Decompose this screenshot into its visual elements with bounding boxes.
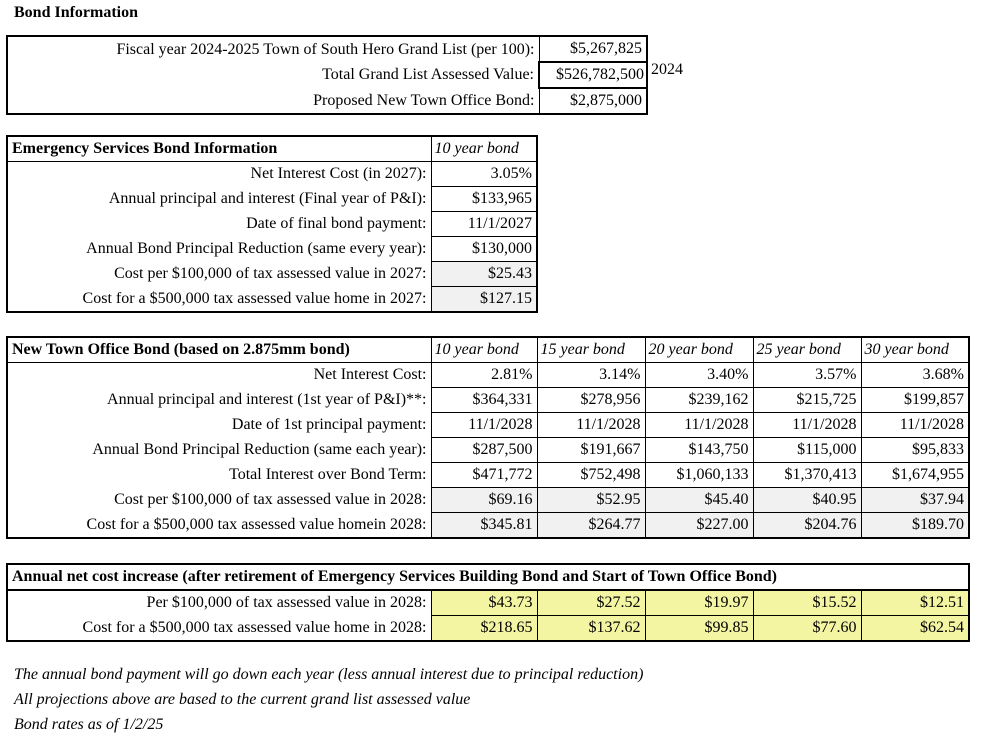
- row-value: $345.81: [431, 513, 537, 539]
- row-value: $5,267,825: [539, 36, 647, 62]
- row-value: $62.54: [861, 616, 969, 642]
- row-value: 3.14%: [537, 363, 645, 388]
- table-row: [7, 513, 969, 539]
- row-label: Annual Bond Principal Reduction (same each year):: [92, 441, 427, 458]
- row-label: Date of 1st principal payment:: [231, 416, 427, 433]
- row-label: Fiscal year 2024-2025 Town of South Hero Grand List (per 100):: [116, 40, 535, 58]
- table-row: [7, 463, 969, 488]
- page-title: Bond Information: [14, 4, 139, 21]
- row-value: 3.40%: [645, 363, 753, 388]
- row-value: $37.94: [861, 488, 969, 513]
- table-row: [7, 590, 969, 616]
- row-value: 11/1/2027: [431, 212, 537, 237]
- row-value: $189.70: [861, 513, 969, 539]
- row-label: Total Interest over Bond Term:: [229, 466, 427, 483]
- table-row: [7, 262, 537, 287]
- emergency-services-table: [6, 135, 538, 313]
- row-value: $204.76: [753, 513, 861, 539]
- row-label: Cost for a $500,000 tax assessed value home in 2028:: [82, 618, 427, 636]
- row-value: $27.52: [537, 590, 645, 616]
- row-value: 11/1/2028: [753, 413, 861, 438]
- table-header-row: [7, 564, 969, 590]
- row-label: Cost per $100,000 of tax assessed value in 2028:: [114, 491, 427, 508]
- row-value: $40.95: [753, 488, 861, 513]
- row-label: Cost for a $500,000 tax assessed value home in 2027:: [82, 289, 427, 307]
- table-row: [7, 36, 647, 62]
- row-value: $52.95: [537, 488, 645, 513]
- row-value: $99.85: [645, 616, 753, 642]
- table-title: New Town Office Bond (based on 2.875mm bond): [7, 337, 431, 363]
- row-value: $127.15: [431, 287, 537, 313]
- row-value: $191,667: [537, 438, 645, 463]
- footnote: Bond rates as of 1/2/25: [14, 716, 164, 733]
- row-value: 11/1/2028: [861, 413, 969, 438]
- column-header: 15 year bond: [537, 337, 645, 363]
- row-value: $227.00: [645, 513, 753, 539]
- column-header: 20 year bond: [645, 337, 753, 363]
- row-value: $199,857: [861, 388, 969, 413]
- row-value: 11/1/2028: [537, 413, 645, 438]
- row-label: Date of final bond payment:: [246, 215, 427, 232]
- table-row: [7, 488, 969, 513]
- row-value: $1,674,955: [861, 463, 969, 488]
- column-header: 10 year bond: [431, 136, 537, 162]
- row-value: 3.68%: [861, 363, 969, 388]
- row-label: Cost per $100,000 of tax assessed value in 2027:: [114, 265, 427, 282]
- table-row: [7, 88, 647, 114]
- row-value: $287,500: [431, 438, 537, 463]
- table-header-row: [7, 337, 969, 363]
- column-header: 30 year bond: [861, 337, 969, 363]
- row-value: $471,772: [431, 463, 537, 488]
- row-value: $526,782,500: [539, 62, 647, 88]
- row-value: $2,875,000: [539, 88, 647, 114]
- row-value: $25.43: [431, 262, 537, 287]
- row-label: Per $100,000 of tax assessed value in 2028:: [146, 594, 427, 612]
- table-row: [7, 438, 969, 463]
- table-row: [7, 413, 969, 438]
- row-value: 2.81%: [431, 363, 537, 388]
- row-value: 3.57%: [753, 363, 861, 388]
- row-value: $215,725: [753, 388, 861, 413]
- row-label: Cost for a $500,000 tax assessed value homein 2028:: [86, 515, 427, 533]
- table-title: Annual net cost increase (after retirement of Emergency Services Building Bond and Start of Town Office Bond): [7, 564, 969, 590]
- table-row: [7, 62, 647, 88]
- row-value: $19.97: [645, 590, 753, 616]
- table-row: [7, 162, 537, 187]
- row-value: 3.05%: [431, 162, 537, 187]
- row-label: Net Interest Cost:: [313, 366, 427, 384]
- row-value: 11/1/2028: [431, 413, 537, 438]
- row-label: Annual principal and interest (Final year of P&I):: [108, 190, 427, 207]
- row-value: $69.16: [431, 488, 537, 513]
- row-value: $115,000: [753, 438, 861, 463]
- row-value: $43.73: [431, 590, 537, 616]
- row-value: $278,956: [537, 388, 645, 413]
- table-title: Emergency Services Bond Information: [7, 136, 431, 162]
- row-value: $1,370,413: [753, 463, 861, 488]
- row-value: $15.52: [753, 590, 861, 616]
- table-row: [7, 187, 537, 212]
- row-value: $1,060,133: [645, 463, 753, 488]
- row-label: Proposed New Town Office Bond:: [313, 91, 535, 109]
- footnote: The annual bond payment will go down each year (less annual interest due to principal reduction): [14, 666, 644, 683]
- column-header: 25 year bond: [753, 337, 861, 363]
- row-label: Annual Bond Principal Reduction (same every year):: [86, 240, 427, 257]
- table-row: [7, 237, 537, 262]
- table-header-row: [7, 136, 537, 162]
- year-note: 2024: [651, 61, 683, 78]
- row-value: $45.40: [645, 488, 753, 513]
- footnote: All projections above are based to the current grand list assessed value: [14, 691, 471, 708]
- table-row: [7, 616, 969, 642]
- column-header: 10 year bond: [431, 337, 537, 363]
- net-cost-table: [6, 563, 970, 642]
- row-value: $264.77: [537, 513, 645, 539]
- row-value: $239,162: [645, 388, 753, 413]
- row-value: $130,000: [431, 237, 537, 262]
- row-value: $133,965: [431, 187, 537, 212]
- row-label: Net Interest Cost (in 2027):: [250, 165, 427, 183]
- row-value: $364,331: [431, 388, 537, 413]
- row-value: $143,750: [645, 438, 753, 463]
- table-row: [7, 212, 537, 237]
- town-office-bond-table: [6, 336, 970, 539]
- row-value: $137.62: [537, 616, 645, 642]
- table-row: [7, 287, 537, 313]
- row-value: $12.51: [861, 590, 969, 616]
- grand-list-table: [6, 35, 648, 115]
- row-value: 11/1/2028: [645, 413, 753, 438]
- table-row: [7, 388, 969, 413]
- row-value: $95,833: [861, 438, 969, 463]
- row-label: Total Grand List Assessed Value:: [322, 66, 534, 83]
- row-value: $218.65: [431, 616, 537, 642]
- row-value: $752,498: [537, 463, 645, 488]
- row-value: $77.60: [753, 616, 861, 642]
- table-row: [7, 363, 969, 388]
- row-label: Annual principal and interest (1st year of P&I)**:: [107, 391, 427, 408]
